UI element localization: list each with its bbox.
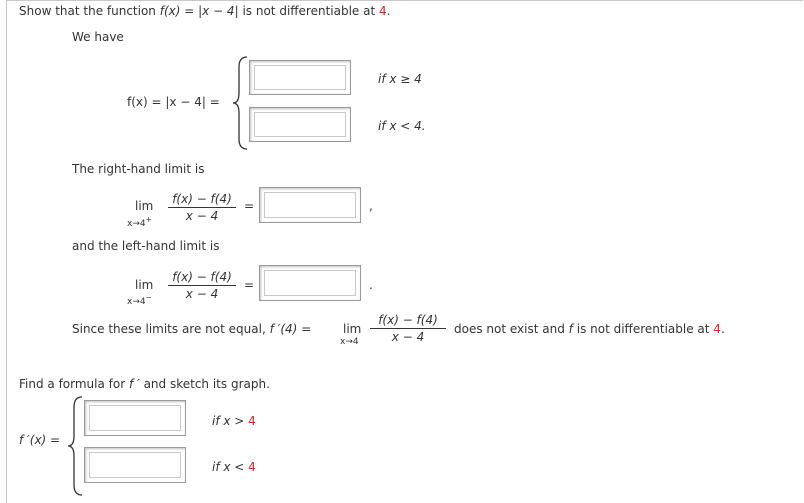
left-limit-fraction	[168, 270, 236, 301]
right-limit-intro: The right-hand limit is	[72, 162, 205, 176]
piecewise2-cond-1-text: if x >	[212, 414, 245, 428]
conclusion-after	[454, 322, 725, 336]
right-limit-numerator: f(x) − f(4)	[168, 192, 236, 208]
right-limit-lim: lim	[135, 199, 154, 213]
piecewise2-answer-2[interactable]	[84, 447, 186, 483]
left-limit-answer[interactable]	[259, 265, 361, 301]
piecewise2-cond-1	[212, 414, 256, 428]
right-limit-denominator: x − 4	[185, 209, 219, 223]
right-limit-sub-text: x→4	[127, 219, 146, 229]
right-limit-sub	[127, 215, 152, 229]
conclusion-after-text: does not exist and	[454, 322, 565, 336]
left-limit-numerator: f(x) − f(4)	[168, 270, 236, 286]
question-mid: is not differentiable at	[242, 4, 376, 18]
left-limit-denominator: x − 4	[185, 287, 219, 301]
conclusion-intro: Since these limits are not equal,	[72, 322, 266, 336]
piecewise2-cond-2-text: if x <	[212, 460, 245, 474]
conclusion-text	[72, 322, 311, 336]
find-intro: Find a formula for	[19, 377, 126, 391]
piecewise1-cond-2: if x < 4.	[378, 119, 426, 133]
piecewise2-answer-1[interactable]	[84, 400, 186, 436]
piecewise1-answer-2[interactable]	[249, 107, 351, 142]
piecewise2-lhs: f ′(x) =	[19, 433, 61, 447]
left-limit-sub-text: x→4	[127, 297, 146, 307]
piecewise2-cond-1-value: 4	[248, 414, 256, 428]
piecewise1-answer-1[interactable]	[249, 60, 351, 95]
left-brace-icon	[231, 55, 251, 151]
conclusion-fprime: f ′(4) =	[269, 322, 312, 336]
question-function: f(x) = |x − 4|	[159, 4, 239, 18]
find-fprime: f ′	[128, 377, 140, 391]
right-limit-eq: =	[244, 199, 255, 213]
right-limit-answer[interactable]	[259, 187, 361, 223]
find-outro: and sketch its graph.	[143, 377, 270, 391]
question-text	[19, 4, 390, 18]
conclusion-f: f	[568, 322, 573, 336]
piecewise1-lhs: f(x) = |x − 4| =	[127, 95, 220, 109]
conclusion-numerator: f(x) − f(4)	[370, 313, 446, 329]
left-limit-after: .	[369, 278, 373, 292]
question-end: .	[386, 4, 391, 18]
conclusion-end: .	[720, 322, 725, 336]
conclusion-sub: x→4	[340, 337, 359, 347]
question-point: 4	[379, 4, 387, 18]
piecewise1-cond-1: if x ≥ 4	[378, 72, 422, 86]
conclusion-point: 4	[713, 322, 721, 336]
find-formula-text	[19, 377, 270, 391]
conclusion-fraction	[370, 313, 446, 344]
conclusion-after-text-2: is not differentiable at	[576, 322, 710, 336]
conclusion-denominator: x − 4	[391, 330, 425, 344]
right-limit-sup: +	[145, 215, 152, 224]
piecewise2-cond-2	[212, 460, 256, 474]
left-brace-icon	[66, 395, 86, 497]
conclusion-lim: lim	[343, 322, 362, 336]
we-have-label: We have	[72, 30, 124, 44]
question-intro: Show that the function	[19, 4, 156, 18]
left-limit-eq: =	[244, 278, 255, 292]
left-limit-sub	[127, 293, 152, 307]
left-limit-sup: −	[145, 293, 152, 302]
left-limit-intro: and the left-hand limit is	[72, 239, 220, 253]
right-limit-fraction	[168, 192, 236, 223]
left-limit-lim: lim	[135, 278, 154, 292]
piecewise2-cond-2-value: 4	[248, 460, 256, 474]
right-limit-after: ,	[369, 199, 373, 213]
